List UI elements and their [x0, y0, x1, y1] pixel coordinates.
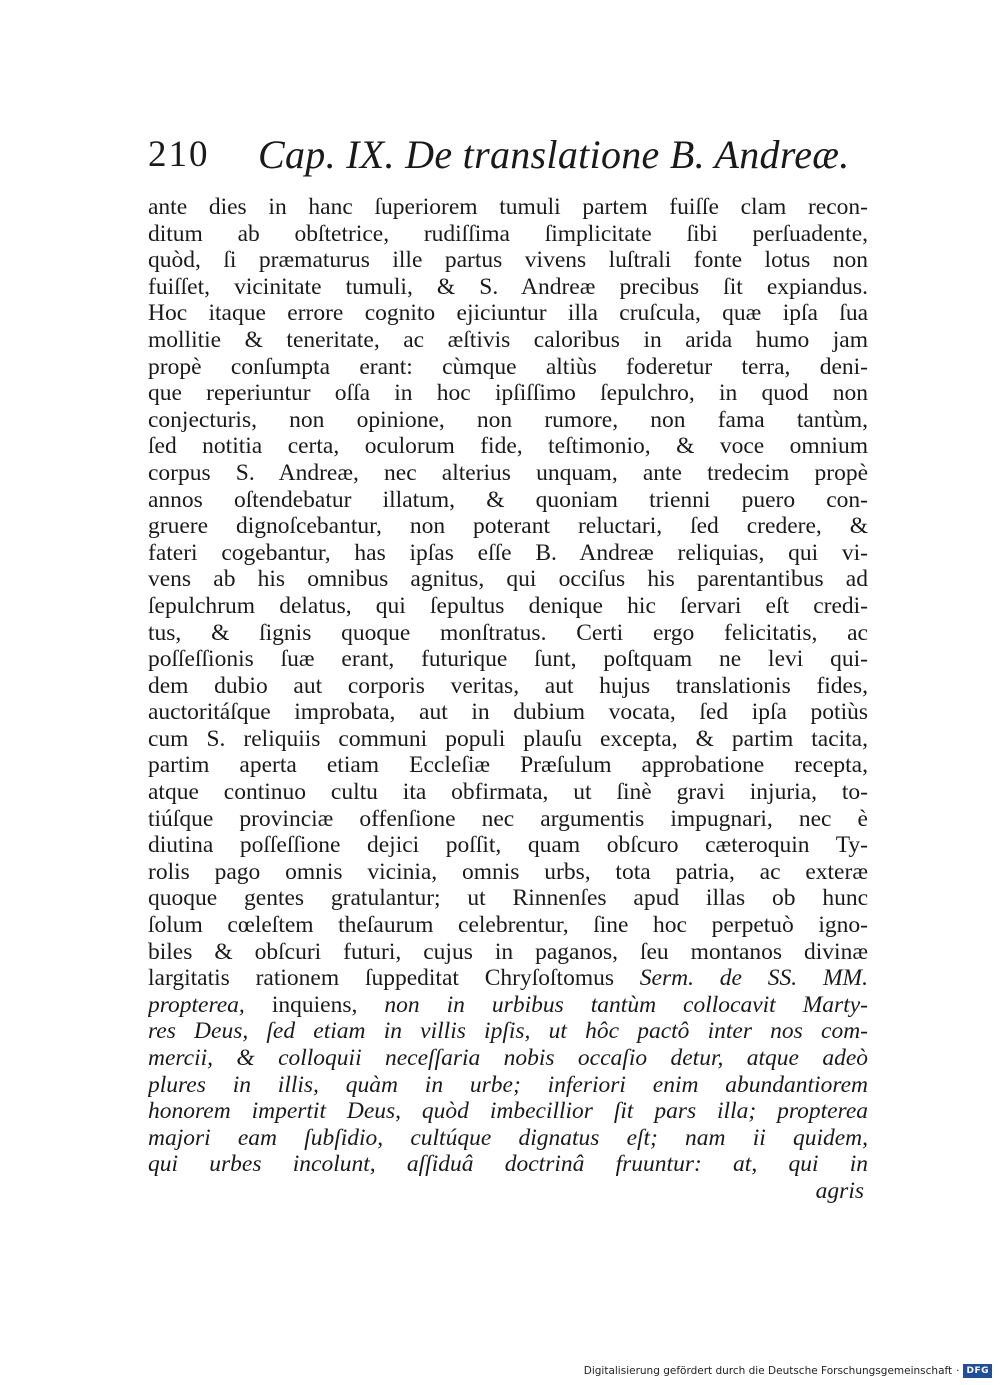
text-line	[148, 221, 868, 248]
text-line	[148, 247, 868, 274]
text-line	[148, 354, 868, 381]
italic-segment: res Deus, ſed etiam in villis ipſis, ut hôc pactô inter nos com-	[148, 1018, 868, 1045]
text-segment: ſolum cœleſtem theſaurum celebrentur, ſine hoc perpetuò igno-	[148, 912, 868, 939]
text-line	[148, 1018, 868, 1045]
text-segment: gruere dignoſcebantur, non poterant reluctari, ſed credere, &	[148, 513, 868, 540]
italic-segment: qui urbes incolunt, aſſiduâ doctrinâ fruuntur: at, qui in	[148, 1151, 868, 1178]
text-line	[148, 274, 868, 301]
text-segment: ſepulchrum delatus, qui ſepultus denique hic ſervari eſt credi-	[148, 592, 868, 619]
text-segment: Hoc itaque errore cognito ejiciuntur illa cruſcula, quæ ipſa ſua	[148, 300, 868, 327]
text-segment: cum S. reliquiis communi populi plauſu excepta, & partim tacita,	[148, 725, 868, 752]
text-line	[148, 912, 868, 939]
text-line	[148, 566, 868, 593]
page-header	[148, 130, 868, 180]
text-segment: quòd, ſi præmaturus ille partus vivens luſtrali fonte lotus non	[148, 247, 868, 274]
italic-segment: non in urbibus tantùm collocavit Marty-	[384, 991, 868, 1018]
text-segment: fuiſſet, vicinitate tumuli, & S. Andreæ precibus ſit expiandus.	[148, 273, 868, 300]
text-segment: quoque gentes gratulantur; ut Rinnenſes apud illas ob hunc	[148, 885, 868, 912]
text-line	[148, 327, 868, 354]
text-segment: corpus S. Andreæ, nec alterius unquam, ante tredecim propè	[148, 459, 868, 486]
text-line	[148, 1098, 868, 1125]
text-segment: tus, & ſignis quoque monſtratus. Certi ergo felicitatis, ac	[148, 619, 868, 646]
text-line	[148, 885, 868, 912]
text-line	[148, 407, 868, 434]
text-line	[148, 540, 868, 567]
text-segment: ditum ab obſtetrice, rudiſſima ſimplicitate ſibi perſuadente,	[148, 220, 868, 247]
text-segment: vens ab his omnibus agnitus, qui occiſus his parentantibus ad	[148, 566, 868, 593]
italic-segment: honorem impertit Deus, quòd imbecillior ſit pars illa; propterea	[148, 1098, 868, 1125]
digitization-credit	[584, 1363, 992, 1379]
italic-segment: mercii, & colloquii neceſſaria nobis occaſio detur, atque adeò	[148, 1045, 868, 1071]
text-line	[148, 300, 868, 327]
text-segment: largitatis rationem ſuppeditat Chryſoſtomus	[148, 965, 640, 992]
running-title: Cap. IX. De translatione B. Andreæ.	[258, 132, 850, 177]
text-line	[148, 1045, 868, 1072]
text-segment: rolis pago omnis vicinia, omnis urbs, tota patria, ac exteræ	[148, 858, 868, 885]
text-segment: partim aperta etiam Eccleſiæ Præſulum approbatione recepta,	[148, 752, 868, 779]
text-segment: atque continuo cultu ita obfirmata, ut ſinè gravi injuria, to-	[148, 779, 868, 806]
credit-text: Digitalisierung gefördert durch die Deutsche Forschungsgemeinschaft	[583, 1365, 953, 1377]
text-line	[148, 1072, 868, 1099]
text-line	[148, 646, 868, 673]
text-line	[148, 1125, 868, 1152]
text-segment: tiúſque provinciæ offenſione nec argumentis impugnari, nec è	[148, 805, 868, 832]
italic-segment: propterea,	[148, 991, 245, 1018]
text-segment: poſſeſſionis ſuæ erant, futurique ſunt, poſtquam ne levi qui-	[148, 646, 868, 673]
text-segment: auctoritáſque improbata, aut in dubium vocata, ſed ipſa potiùs	[148, 699, 868, 726]
text-line	[148, 380, 868, 407]
text-line	[148, 593, 868, 620]
text-line	[148, 513, 868, 540]
text-segment: que reperiuntur oſſa in hoc ipſiſſimo ſepulchro, in quod non	[148, 380, 868, 407]
page-number: 210	[148, 134, 210, 175]
body-text	[148, 194, 868, 1205]
text-segment: ante dies in hanc ſuperiorem tumuli partem fuiſſe clam recon-	[148, 194, 868, 220]
text-line	[148, 433, 868, 460]
text-line	[148, 806, 868, 833]
italic-segment: Serm. de SS. MM.	[639, 965, 868, 992]
text-segment: diutina poſſeſſione dejici poſſit, quam obſcuro cæteroquin Ty-	[148, 832, 868, 859]
italic-segment: plures in illis, quàm in urbe; inferiori enim abundantiorem	[148, 1071, 868, 1098]
text-line	[148, 620, 868, 647]
text-line	[148, 699, 868, 726]
text-line	[148, 726, 868, 753]
text-line	[148, 992, 868, 1019]
separator-dot: ·	[956, 1365, 960, 1377]
text-segment: inquiens,	[244, 991, 385, 1018]
text-line	[148, 965, 868, 992]
text-line	[148, 1151, 868, 1178]
italic-segment: majori eam ſubſidio, cultúque dignatus eſt; nam ii quidem,	[148, 1124, 868, 1151]
text-segment: biles & obſcuri futuri, cujus in paganos, ſeu montanos divinæ	[148, 938, 868, 965]
text-segment: ſed notitia certa, oculorum fide, teſtimonio, & voce omnium	[148, 433, 868, 460]
text-line	[148, 752, 868, 779]
text-segment: mollitie & teneritate, ac æſtivis caloribus in arida humo jam	[148, 326, 868, 353]
text-line	[148, 487, 868, 514]
text-line	[148, 673, 868, 700]
text-line	[148, 460, 868, 487]
dfg-logo: DFG	[963, 1364, 992, 1378]
text-line	[148, 194, 868, 221]
text-line	[148, 779, 868, 806]
text-segment: annos oſtendebatur illatum, & quoniam trienni puero con-	[148, 486, 868, 513]
text-line	[148, 832, 868, 859]
text-segment: fateri cogebantur, has ipſas eſſe B. Andreæ reliquias, qui vi-	[148, 539, 868, 566]
text-segment: propè conſumpta erant: cùmque altiùs foderetur terra, deni-	[148, 353, 868, 380]
text-segment: conjecturis, non opinione, non rumore, non fama tantùm,	[148, 406, 868, 433]
text-segment: dem dubio aut corporis veritas, aut hujus translationis fides,	[148, 672, 868, 699]
catchword: agris	[815, 1177, 864, 1204]
text-line	[148, 859, 868, 886]
text-line	[148, 939, 868, 966]
